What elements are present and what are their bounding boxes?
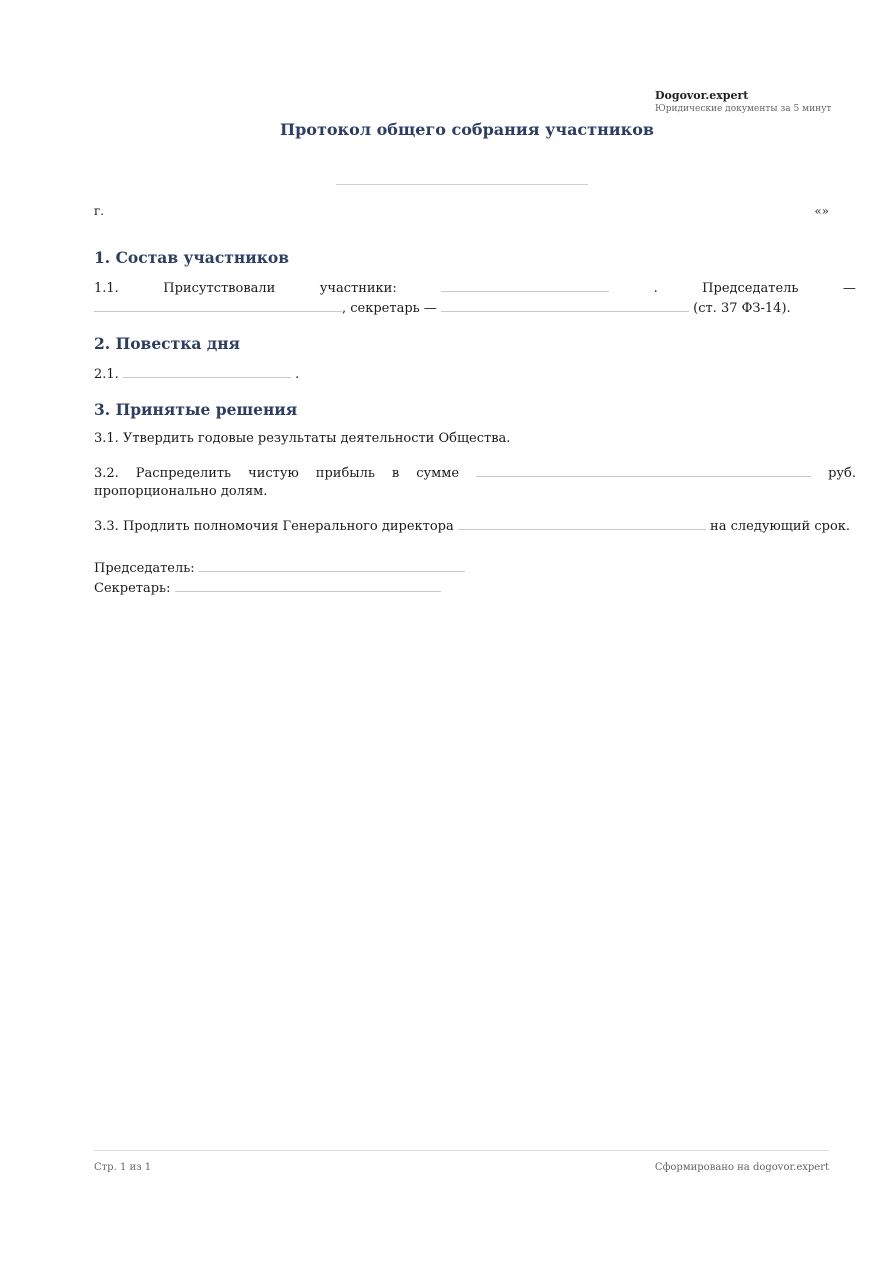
profit-amount-blank — [476, 463, 811, 477]
section-heading-3: 3. Принятые решения — [94, 400, 298, 419]
paragraph-1-1-line-1 — [94, 278, 856, 298]
paragraph-1-1-secretary-text: , секретарь — — [342, 301, 437, 316]
participants-blank — [441, 278, 609, 292]
paragraph-1-1-dash: — — [842, 281, 856, 296]
footer-page-info: Стр. 1 из 1 — [94, 1162, 152, 1173]
paragraph-1-1-word-participants: участники: — [319, 281, 397, 296]
section-heading-2: 2. Повестка дня — [94, 334, 240, 353]
paragraph-1-1 — [94, 278, 856, 318]
secretary-signature-row — [94, 578, 856, 598]
chairman-signature-label: Председатель: — [94, 561, 195, 576]
paragraph-1-1-dot: . — [653, 281, 658, 296]
city-prefix: г. — [94, 204, 105, 218]
chairman-blank — [94, 298, 342, 312]
director-name-blank — [458, 516, 706, 530]
brand-tagline: Юридические документы за 5 минут — [655, 104, 832, 114]
paragraph-3-3-start: 3.3. Продлить полномочия Генерального директора — [94, 519, 454, 534]
secretary-blank — [441, 298, 689, 312]
chairman-signature-blank — [199, 558, 465, 572]
brand-name: Dogovor.expert — [655, 89, 749, 102]
secretary-signature-label: Секретарь: — [94, 581, 171, 596]
city-blank-line — [336, 184, 588, 185]
paragraph-1-1-line-2 — [94, 298, 856, 318]
paragraph-3-1: 3.1. Утвердить годовые результаты деятельности Общества. — [94, 431, 511, 446]
paragraph-2-1-dot: . — [295, 367, 300, 382]
paragraph-2-1-number: 2.1. — [94, 367, 119, 382]
paragraph-3-2-start: 3.2. Распределить чистую прибыль в сумме — [94, 466, 460, 481]
agenda-blank — [123, 364, 291, 378]
paragraph-3-3-end: на следующий срок. — [710, 519, 851, 534]
paragraph-1-1-tail: (ст. 37 ФЗ-14). — [693, 301, 791, 316]
paragraph-1-1-number: 1.1. — [94, 281, 119, 296]
paragraph-1-1-word-present: Присутствовали — [163, 281, 276, 296]
document-title: Протокол общего собрания участников — [279, 120, 655, 139]
paragraph-3-3 — [94, 516, 856, 536]
chairman-signature-row — [94, 558, 856, 578]
signature-block — [94, 558, 856, 598]
paragraph-1-1-word-chairman: Председатель — [702, 281, 799, 296]
footer-generated: Сформировано на dogovor.expert — [654, 1162, 829, 1173]
paragraph-2-1 — [94, 364, 856, 384]
brand-block — [655, 88, 855, 116]
footer-divider — [94, 1150, 829, 1151]
paragraph-3-2-end: руб. пропорционально долям. — [94, 466, 856, 499]
section-heading-1: 1. Состав участников — [94, 248, 289, 267]
date-quote: «» — [814, 204, 829, 218]
document-content — [94, 248, 856, 598]
paragraph-3-2 — [94, 463, 856, 501]
secretary-signature-blank — [175, 578, 441, 592]
